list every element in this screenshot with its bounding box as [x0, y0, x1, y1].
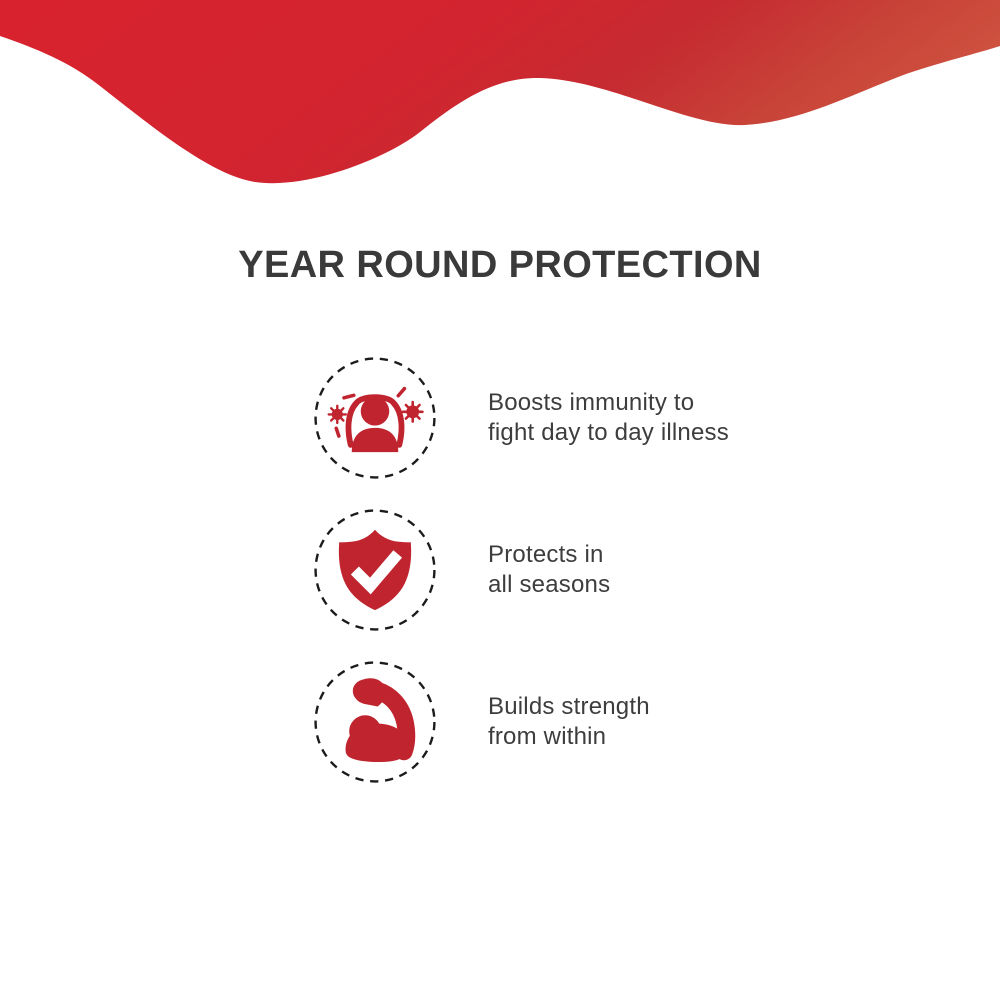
feature-text: [488, 540, 610, 600]
page-title: YEAR ROUND PROTECTION: [238, 244, 762, 286]
feature-text-line: Builds strength: [488, 693, 650, 720]
feature-text: [488, 692, 650, 752]
feature-text-line: Boosts immunity to: [488, 389, 695, 416]
feature-item-strength: [313, 660, 650, 784]
feature-item-protection: [313, 508, 610, 632]
feature-text: [488, 388, 729, 448]
feature-text-line: from within: [488, 723, 607, 750]
feature-text-line: Protects in: [488, 541, 604, 568]
feature-text-line: fight day to day illness: [488, 419, 729, 446]
virus-icon: [329, 406, 346, 423]
bicep-strength-icon: [313, 660, 437, 784]
immunity-boost-icon: [313, 356, 437, 480]
feature-item-immunity: [313, 356, 729, 480]
feature-text-line: all seasons: [488, 571, 611, 598]
virus-icon: [403, 402, 422, 421]
red-wave-banner: [0, 0, 1000, 230]
shield-check-icon: [313, 508, 437, 632]
